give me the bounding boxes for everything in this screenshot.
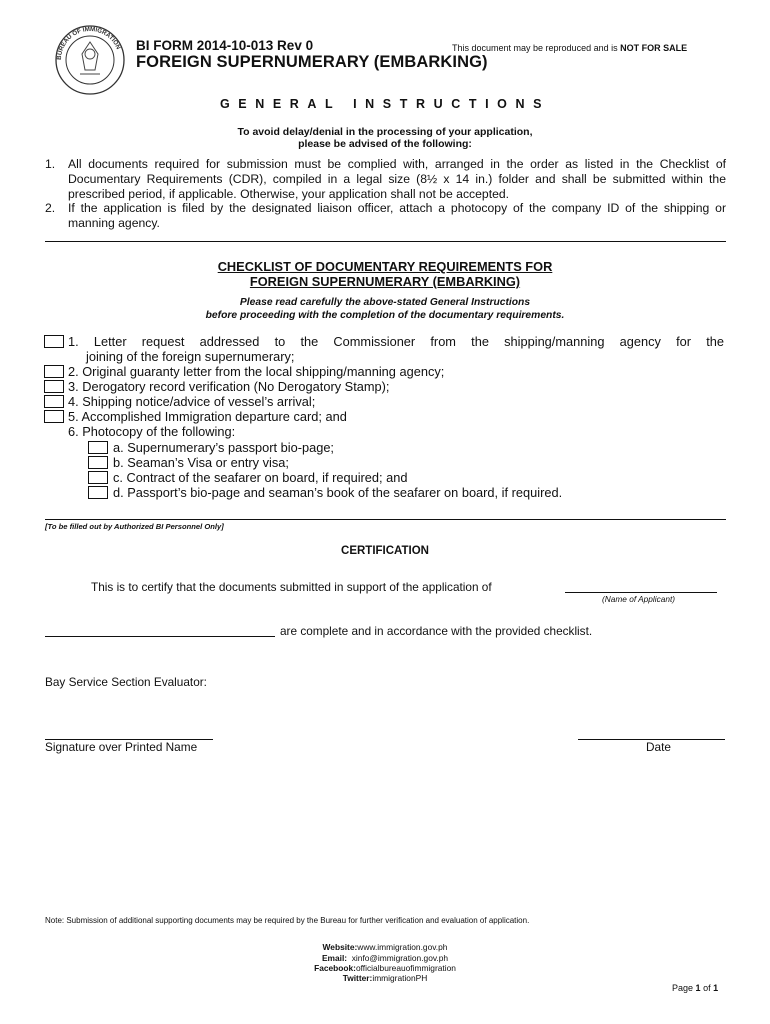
svg-text:BUREAU OF IMMIGRATION: BUREAU OF IMMIGRATION: [55, 25, 122, 61]
checklist-sub-item-d: d. Passport’s bio-page and seaman’s book of the seafarer on board, if required.: [113, 485, 563, 500]
reproduction-note-text: This document may be reproduced and is: [452, 43, 618, 53]
instruction-number: 1.: [45, 157, 56, 171]
checkbox-item-3[interactable]: [44, 380, 64, 393]
checklist-sub-item-b: b. Seaman’s Visa or entry visa;: [113, 455, 289, 470]
checkbox-sub-item-d[interactable]: [88, 486, 108, 499]
checklist-item-5: 5. Accomplished Immigration departure card; and: [68, 409, 347, 424]
email-label: Email:: [321, 953, 348, 963]
general-instructions-heading: GENERAL INSTRUCTIONS: [219, 97, 551, 111]
not-for-sale-text: NOT FOR SALE: [620, 43, 688, 53]
checklist-note-line1: Please read carefully the above-stated General Instructions: [239, 297, 531, 308]
website-link[interactable]: www.immigration.gov.ph: [357, 942, 448, 952]
email-link[interactable]: xinfo@immigration.gov.ph: [351, 953, 449, 963]
certify-text: This is to certify that the documents submitted in support of the application of: [91, 580, 492, 594]
checkbox-item-4[interactable]: [44, 395, 64, 408]
checkbox-item-5[interactable]: [44, 410, 64, 423]
instruction-text: If the application is filed by the designated liaison officer, attach a photocopy of the company ID of the shipping or manning agency.: [68, 201, 726, 230]
checkbox-sub-item-c[interactable]: [88, 471, 108, 484]
checklist-sub-item-c: c. Contract of the seafarer on board, if required; and: [113, 470, 408, 485]
section-divider: [45, 241, 726, 242]
checkbox-sub-item-a[interactable]: [88, 441, 108, 454]
page-prefix: Page: [672, 983, 694, 993]
checklist-note-line2: before proceeding with the completion of the documentary requirements.: [205, 310, 565, 321]
twitter-link[interactable]: immigrationPH: [372, 973, 428, 983]
checklist-item-2: 2. Original guaranty letter from the local shipping/manning agency;: [68, 364, 445, 379]
instructions-intro-line2: please be advised of the following:: [298, 138, 472, 150]
page-number: [672, 983, 718, 993]
twitter-label: Twitter:: [342, 973, 373, 983]
bi-personnel-only-note: [To be filled out by Authorized BI Personnel Only]: [45, 522, 224, 531]
checklist-sub-item-a: a. Supernumerary’s passport bio-page;: [113, 440, 334, 455]
form-title: FOREIGN SUPERNUMERARY (EMBARKING): [136, 53, 488, 71]
checklist-item-1-line1: 1. Letter request addressed to the Commissioner from the shipping/manning agency for the: [68, 334, 724, 349]
website-line: [0, 942, 770, 952]
twitter-line: [0, 973, 770, 983]
checklist-item-4: 4. Shipping notice/advice of vessel’s arrival;: [68, 394, 316, 409]
certification-heading: CERTIFICATION: [341, 545, 429, 557]
checklist-item-1-line2: joining of the foreign supernumerary;: [86, 349, 295, 364]
signature-label: Signature over Printed Name: [45, 740, 198, 754]
page-total: 1: [713, 983, 719, 993]
checklist-title-line1: CHECKLIST OF DOCUMENTARY REQUIREMENTS FOR: [217, 259, 553, 274]
instructions-intro-line1: To avoid delay/denial in the processing of your application,: [237, 126, 533, 138]
checklist-item-3: 3. Derogatory record verification (No Derogatory Stamp);: [68, 379, 390, 394]
applicant-name-label: (Name of Applicant): [602, 594, 676, 604]
checkbox-item-2[interactable]: [44, 365, 64, 378]
facebook-line: [0, 963, 770, 973]
page-of: of: [703, 983, 711, 993]
evaluator-label: Bay Service Section Evaluator:: [45, 675, 207, 689]
bureau-seal-logo: [54, 24, 126, 96]
instruction-item-2: [45, 201, 726, 231]
website-label: Website:: [322, 942, 358, 952]
section-divider: [45, 519, 726, 520]
instruction-item-1: [45, 157, 726, 202]
date-label: Date: [646, 740, 671, 754]
applicant-name-blank-line[interactable]: [45, 636, 275, 637]
footer-note: Note: Submission of additional supporting documents may be required by the Bureau for further verification and evaluation of application.: [45, 916, 530, 925]
instruction-text: All documents required for submission must be complied with, arranged in the order as listed in the Checklist of Documentary Requirements (CDR), compiled in a legal size (8½ x 14 in.) folder and shall be submitted within the prescribed period, if applicable. Otherwise, your application shall not be accepted.: [68, 157, 726, 201]
checkbox-sub-item-b[interactable]: [88, 456, 108, 469]
form-code: BI FORM 2014-10-013 Rev 0: [136, 38, 314, 53]
checklist-item-6: 6. Photocopy of the following:: [68, 424, 236, 439]
facebook-label: Facebook:: [314, 963, 356, 973]
applicant-name-line[interactable]: [565, 592, 717, 593]
page-current: 1: [695, 983, 701, 993]
checklist-title-line2: FOREIGN SUPERNUMERARY (EMBARKING): [249, 274, 521, 289]
complete-text: are complete and in accordance with the provided checklist.: [280, 624, 593, 638]
checkbox-item-1[interactable]: [44, 335, 64, 348]
reproduction-note: [452, 43, 687, 53]
email-line: [0, 953, 770, 963]
instruction-number: 2.: [45, 201, 56, 215]
facebook-link[interactable]: officialbureauofimmigration: [355, 963, 456, 973]
